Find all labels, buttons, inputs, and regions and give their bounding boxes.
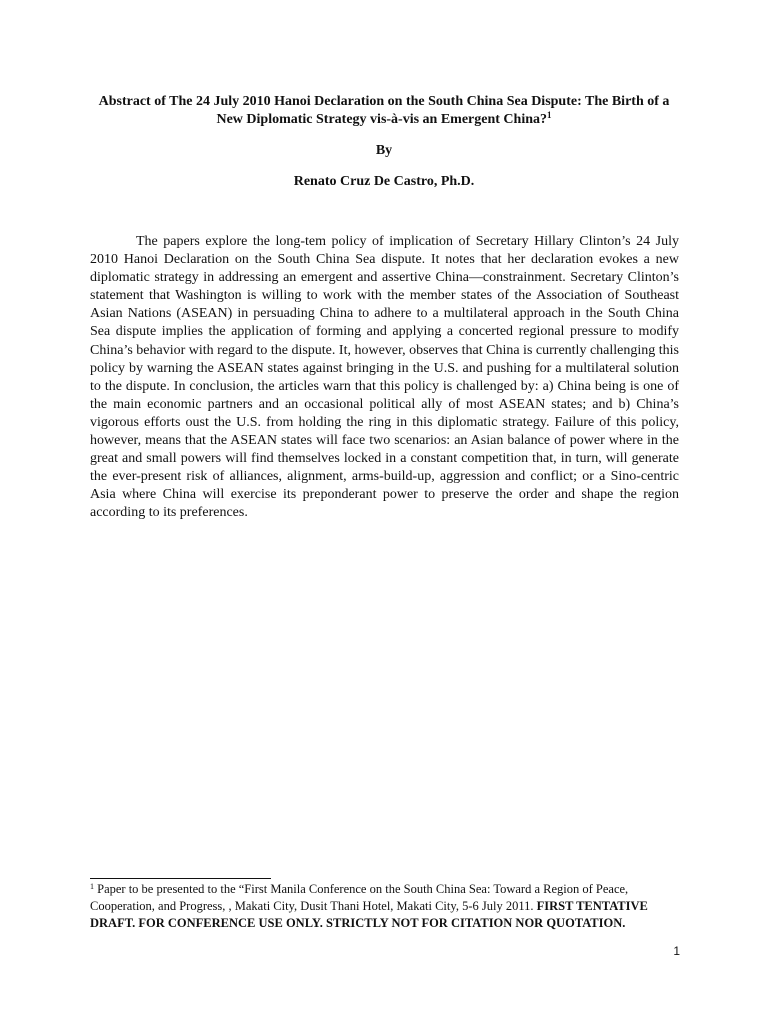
footnote-bold-text: FIRST TENTATIVE DRAFT. FOR CONFERENCE USE ONLY. STRICTLY NOT FOR CITATION NOR QUOTATION.	[90, 899, 648, 930]
footnote-separator	[90, 878, 271, 879]
footnote	[90, 881, 680, 932]
page-number: 1	[673, 944, 680, 958]
footnote-marker: 1	[90, 882, 94, 891]
byline-label: By	[375, 143, 393, 158]
footnote-text: Paper to be presented to the “First Manila Conference on the South China Sea: Toward a Region of Peace, Cooperation, and Progress, , Makati City, Dusit Thani Hotel, Makati City, 5-6 July 2011.	[90, 882, 629, 913]
title-footnote-marker: 1	[547, 110, 552, 120]
abstract-paragraph: The papers explore the long-tem policy of implication of Secretary Hillary Clinton’s 24 July 2010 Hanoi Declaration on the South China Sea dispute. It notes that her declaration evokes a new diplomatic strategy in addressing an emergent and assertive China—constrainment. Secretary Clinton’s statement that Washington is willing to work with the member states of the Association of Southeast Asian Nations (ASEAN) in persuading China to adhere to a multilateral approach in the South China Sea dispute implies the application of forming and applying a concerted regional pressure to modify China’s behavior with regard to the dispute. It, however, observes that China is currently challenging this policy by warning the ASEAN states against bringing in the U.S. and pushing for a multilateral solution to the dispute. In conclusion, the articles warn that this policy is challenged by: a) China being is one of the main economic partners and an occasional political ally of most ASEAN states; and b) China’s vigorous efforts oust the U.S. from holding the ring in this diplomatic strategy. Failure of this policy, however, means that the ASEAN states will face two scenarios: an Asian balance of power where in the great and small powers will find themselves locked in a constant competition that, in turn, will generate the ever-present risk of alliances, alignment, arms-build-up, aggression and conflict; or a Sino-centric Asia where China will exercise its preponderant power to preserve the order and shape the region according to its preferences.	[90, 234, 679, 521]
author-name: Renato Cruz De Castro, Ph.D.	[293, 174, 475, 189]
document-title	[90, 93, 678, 129]
title-text: Abstract of The 24 July 2010 Hanoi Declaration on the South China Sea Dispute: The Birth of a New Diplomatic Strategy vis-à-vis an Emergent China?	[98, 94, 670, 127]
